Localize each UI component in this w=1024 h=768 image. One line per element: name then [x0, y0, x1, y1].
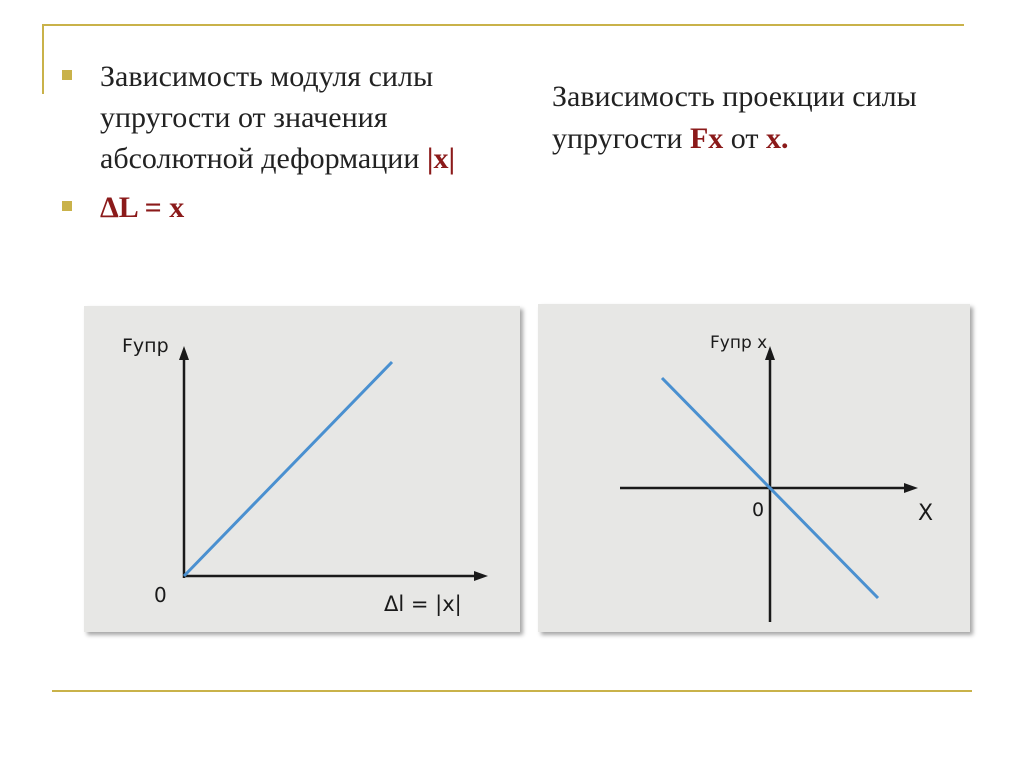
bullet-accent: ΔL = x — [100, 191, 185, 224]
projection-chart-panel — [538, 304, 970, 632]
y-axis-arrow-icon — [179, 346, 189, 360]
caption-text-2: от — [723, 122, 766, 155]
x-axis-label: Δl = |x| — [384, 592, 462, 616]
bullet-item-delta-l — [62, 187, 462, 228]
x-axis-label: X — [918, 501, 934, 526]
origin-label: 0 — [752, 499, 765, 521]
caption-accent-x: x. — [766, 122, 789, 155]
square-bullet-icon — [62, 70, 72, 80]
left-rule — [42, 24, 44, 94]
projection-caption — [552, 76, 1012, 160]
bullet-accent: |x| — [426, 142, 456, 175]
bullet-list — [62, 56, 462, 236]
y-axis-label: Fупр — [122, 335, 169, 357]
y-axis-label: Fупр x — [710, 333, 768, 353]
projection-chart — [538, 304, 970, 632]
force-modulus-line — [184, 362, 392, 576]
bullet-text: Зависимость модуля силы упругости от значения абсолютной деформации — [100, 60, 434, 175]
bottom-rule — [52, 690, 972, 692]
caption-text: Зависимость проекции силы упругости — [552, 80, 917, 155]
x-axis-arrow-icon — [474, 571, 488, 581]
modulus-chart-panel — [84, 306, 520, 632]
origin-label: 0 — [154, 583, 167, 607]
square-bullet-icon — [62, 201, 72, 211]
top-rule — [42, 24, 964, 26]
modulus-chart — [84, 306, 520, 632]
x-axis-arrow-icon — [904, 483, 918, 493]
caption-accent-fx: Fx — [689, 122, 724, 155]
bullet-item-modulus — [62, 56, 462, 179]
